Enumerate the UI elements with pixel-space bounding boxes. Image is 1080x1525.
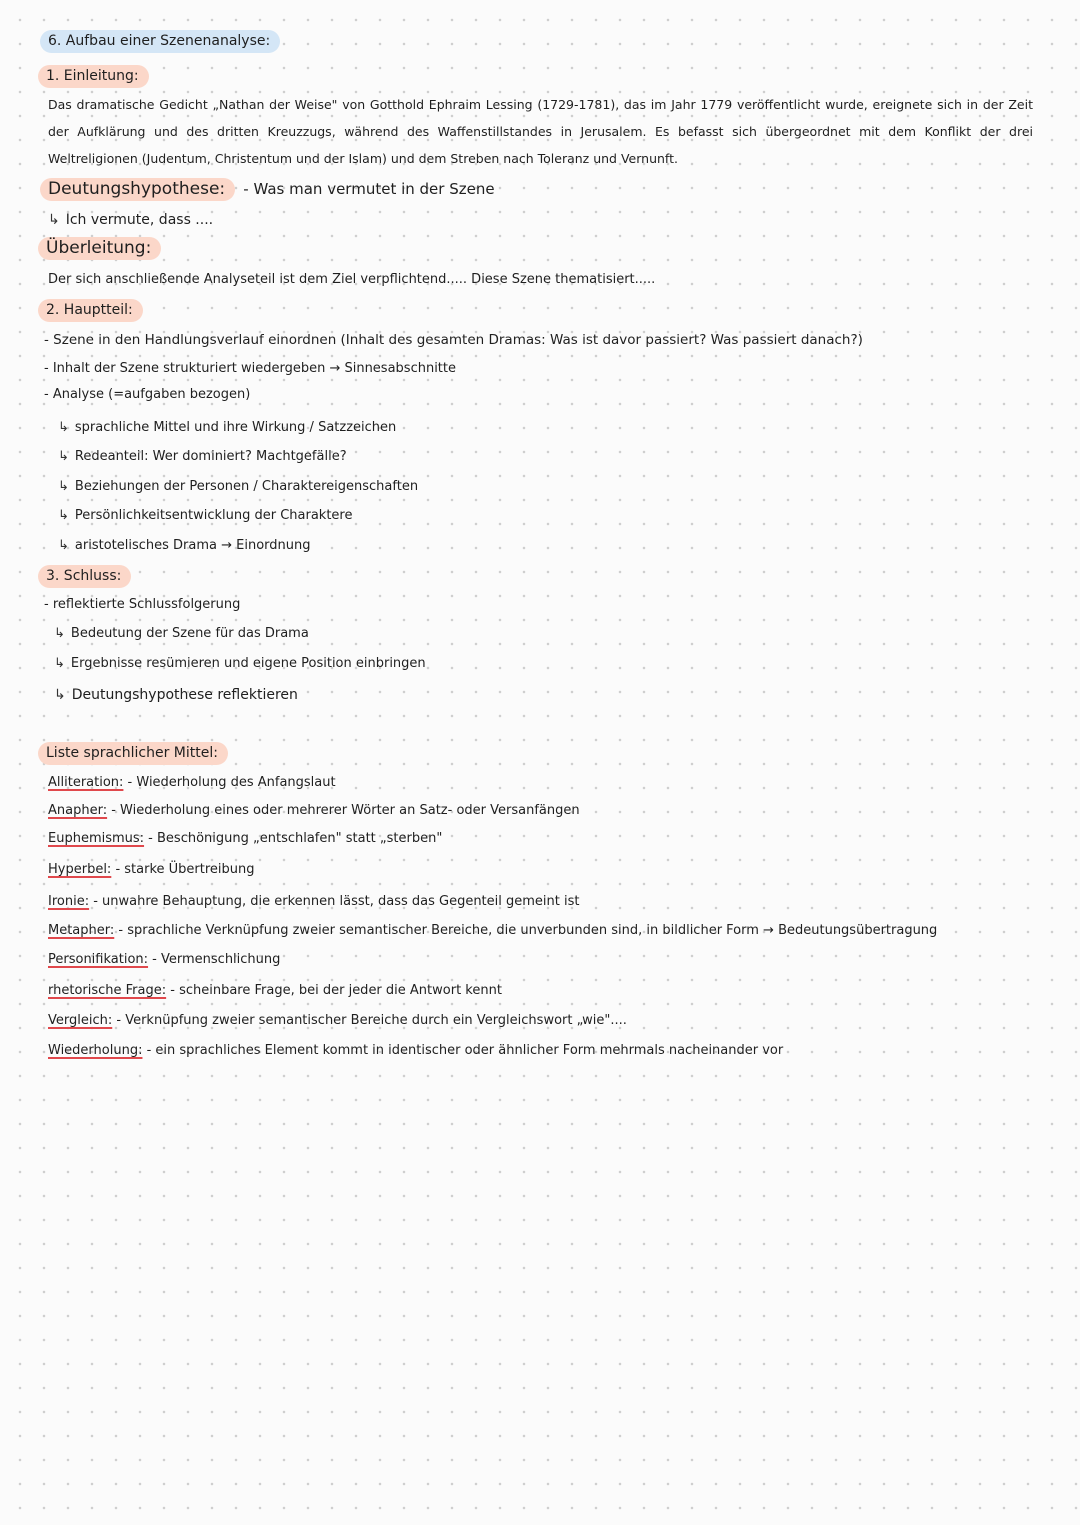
mittel-definition: - sprachliche Verknüpfung zweier semantischer Bereiche, die unverbunden sind, in bildlicher Form → Bedeutungsübertragung [114,923,938,938]
mittel-entry [48,802,580,820]
hauptteil-sub-item: ↳ Beziehungen der Personen / Charaktereigenschaften [58,479,419,494]
einleitung-heading-row [38,65,149,88]
schluss-item: - reflektierte Schlussfolgerung [44,597,241,612]
mittel-term: Ironie: [48,894,90,909]
mittel-term: Vergleich: [48,1013,113,1028]
mittel-term: Anapher: [48,803,108,818]
mittel-definition: - Verknüpfung zweier semantischer Bereiche durch ein Vergleichswort „wie".... [112,1013,627,1028]
mittel-entry [48,922,937,940]
mittel-term: Personifikation: [48,952,149,967]
mittel-entry [48,982,502,1000]
schluss-sub-item: ↳ Deutungshypothese reflektieren [54,687,298,703]
mittel-entry [48,774,336,792]
hauptteil-sub-item: ↳ aristotelisches Drama → Einordnung [58,538,311,553]
schluss-heading-row [38,565,131,588]
deutung-sub-row [48,211,213,229]
mittel-definition: - Wiederholung eines oder mehrerer Wörter an Satz- oder Versanfängen [107,803,580,818]
mittel-heading: Liste sprachlicher Mittel: [38,742,228,765]
schluss-heading: 3. Schluss: [38,565,131,588]
hauptteil-heading-row [38,299,143,322]
arrow-icon: ↳ [48,212,60,228]
deutung-row [40,178,495,201]
deutung-label: Deutungshypothese: [40,178,235,201]
deutung-sub: Ich vermute, dass .... [65,212,214,228]
mittel-definition: - Vermenschlichung [148,952,281,967]
arrow-icon: ↳ [54,656,65,671]
mittel-term: Alliteration: [48,775,124,790]
arrow-icon: ↳ [54,687,66,703]
mittel-definition: - Beschönigung „entschlafen" statt „sterben" [144,831,443,846]
mittel-term: Metapher: [48,923,115,938]
arrow-icon: ↳ [58,538,69,553]
mittel-definition: - Wiederholung des Anfangslaut [123,775,336,790]
einleitung-paragraph: Das dramatische Gedicht „Nathan der Weise" von Gotthold Ephraim Lessing (1729-1781), das im Jahr 1779 veröffentlicht wurde, ereignete sich in der Zeit der Aufklärung und des dritten Kreuzzugs, während des Waffenstillstandes in Jerusalem. Es befasst sich übergeordnet mit dem Konflikt der drei Weltreligionen (Judentum, Christentum und der Islam) und dem Streben nach Toleranz und Vernunft. [48,97,1033,166]
arrow-icon: ↳ [58,508,69,523]
hauptteil-item: - Analyse (=aufgaben bezogen) [44,387,251,402]
mittel-definition: - scheinbare Frage, bei der jeder die Antwort kennt [166,983,502,998]
mittel-definition: - starke Übertreibung [111,862,255,877]
section-title-row [40,30,280,53]
mittel-term: Hyperbel: [48,862,112,877]
ueberleitung-label-row [38,237,161,260]
mittel-entry [48,893,580,911]
mittel-definition: - unwahre Behauptung, die erkennen lässt, dass das Gegenteil gemeint ist [89,894,580,909]
hauptteil-sub-item: ↳ sprachliche Mittel und ihre Wirkung / Satzzeichen [58,420,397,435]
mittel-definition: - ein sprachliches Element kommt in identischer oder ähnlicher Form mehrmals nacheinander vor [142,1043,784,1058]
einleitung-heading: 1. Einleitung: [38,65,149,88]
mittel-entry [48,830,442,848]
mittel-heading-row [38,742,228,765]
mittel-entry [48,951,280,969]
mittel-term: Euphemismus: [48,831,145,846]
mittel-entry [48,861,255,879]
schluss-sub-item: ↳ Ergebnisse resümieren und eigene Position einbringen [54,656,426,671]
arrow-icon: ↳ [54,626,65,641]
ueberleitung-label: Überleitung: [38,237,161,260]
schluss-sub-item: ↳ Bedeutung der Szene für das Drama [54,626,309,641]
mittel-entry [48,1012,627,1030]
section-title: 6. Aufbau einer Szenenanalyse: [40,30,280,53]
arrow-icon: ↳ [58,449,69,464]
deutung-text: - Was man vermutet in der Szene [243,180,495,198]
arrow-icon: ↳ [58,420,69,435]
mittel-term: rhetorische Frage: [48,983,167,998]
hauptteil-heading: 2. Hauptteil: [38,299,143,322]
ueberleitung-text: Der sich anschließende Analyseteil ist dem Ziel verpflichtend..... Diese Szene thematisiert..... [48,272,656,287]
hauptteil-sub-item: ↳ Redeanteil: Wer dominiert? Machtgefälle? [58,449,347,464]
mittel-term: Wiederholung: [48,1043,143,1058]
hauptteil-item: - Inhalt der Szene strukturiert wiedergeben → Sinnesabschnitte [44,361,457,376]
hauptteil-sub-item: ↳ Persönlichkeitsentwicklung der Charaktere [58,508,353,523]
arrow-icon: ↳ [58,479,69,494]
hauptteil-item: - Szene in den Handlungsverlauf einordnen (Inhalt des gesamten Dramas: Was ist davor passiert? Was passiert danach?) [44,332,863,348]
mittel-entry [48,1042,783,1060]
